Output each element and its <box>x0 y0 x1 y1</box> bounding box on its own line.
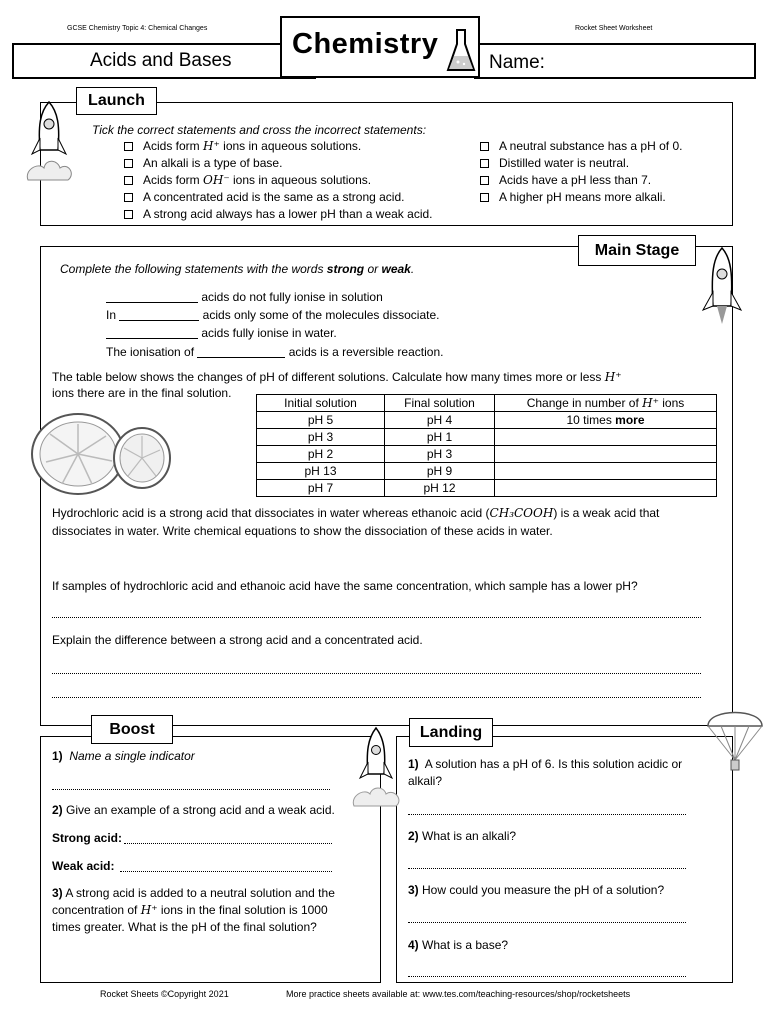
answer-cell[interactable] <box>495 463 717 480</box>
answer-line[interactable] <box>408 976 686 977</box>
landing-label: Landing <box>409 718 493 747</box>
column-header: Final solution <box>385 395 495 412</box>
boost-q2 <box>52 802 335 819</box>
question-text: Give an example of a strong acid and a weak acid. <box>66 803 335 817</box>
checkbox[interactable] <box>480 142 489 151</box>
landing-q3 <box>408 882 664 899</box>
statement-text: ions in aqueous solutions. <box>229 173 372 187</box>
statement-text: A strong acid always has a lower pH than a weak acid. <box>143 207 433 221</box>
launch-statement <box>124 206 433 223</box>
header-worksheet-type: Rocket Sheet Worksheet <box>575 25 653 32</box>
main-stage-label: Main Stage <box>578 235 696 266</box>
fill-in-statement <box>106 307 439 324</box>
rocket-icon <box>346 724 406 812</box>
question-text: concentration of <box>52 903 141 917</box>
table-row <box>257 412 717 429</box>
question-text: Name a single indicator <box>69 749 195 763</box>
checkbox[interactable] <box>480 176 489 185</box>
statement-text: In <box>106 308 120 322</box>
checkbox[interactable] <box>124 142 133 151</box>
checkbox[interactable] <box>124 159 133 168</box>
weak-acid-label: Weak acid: <box>52 859 115 873</box>
table-cell: pH 9 <box>385 463 495 480</box>
statement-text: Distilled water is neutral. <box>499 156 630 170</box>
table-header-row <box>257 395 717 412</box>
ph-change-table <box>256 394 717 497</box>
statement-text: acids do not fully ionise in solution <box>198 290 383 304</box>
table-cell: pH 7 <box>257 480 385 497</box>
math-ion: OH⁻ <box>203 173 230 187</box>
hcl-question <box>52 505 659 522</box>
column-header: Change in number of H⁺ ions <box>495 395 717 412</box>
checkbox[interactable] <box>480 159 489 168</box>
table-row <box>257 463 717 480</box>
math-ion: H⁺ <box>140 903 158 917</box>
subject-title: Chemistry <box>292 28 439 60</box>
name-label: Name: <box>489 52 545 73</box>
question-number: 2) <box>408 829 419 843</box>
table-row <box>257 429 717 446</box>
answer-blank[interactable] <box>106 327 198 339</box>
table-cell: pH 1 <box>385 429 495 446</box>
table-cell: pH 12 <box>385 480 495 497</box>
launch-statement <box>480 155 629 172</box>
answer-line[interactable] <box>408 814 686 815</box>
launch-statement <box>480 189 666 206</box>
question-text: What is an alkali? <box>422 829 517 843</box>
statement-text: A concentrated acid is the same as a strong acid. <box>143 190 405 204</box>
statement-text: ions in aqueous solutions. <box>219 139 362 153</box>
word-weak: weak <box>381 262 411 276</box>
column-header: Initial solution <box>257 395 385 412</box>
table-cell: pH 2 <box>257 446 385 463</box>
instruction-text: . <box>410 262 415 276</box>
table-row <box>257 480 717 497</box>
flask-icon <box>446 28 476 74</box>
landing-q1 <box>408 756 682 773</box>
statement-text: acids is a reversible reaction. <box>285 345 444 359</box>
checkbox[interactable] <box>124 193 133 202</box>
question-number: 3) <box>408 883 419 897</box>
launch-statement <box>124 138 361 155</box>
answer-cell[interactable] <box>495 480 717 497</box>
answer-blank[interactable] <box>197 346 285 358</box>
landing-q2 <box>408 828 516 845</box>
statement-text: An alkali is a type of base. <box>143 156 283 170</box>
word-strong: strong <box>326 262 365 276</box>
question-text: A strong acid is added to a neutral solution and the <box>65 886 335 900</box>
footer-more-link[interactable]: More practice sheets available at: www.tes.com/teaching-resources/shop/rocketsheets <box>286 989 631 999</box>
answer-line[interactable] <box>408 922 686 923</box>
launch-statement <box>480 138 682 155</box>
question-number: 1) <box>52 749 63 763</box>
boost-q3 <box>52 885 335 902</box>
table-cell: pH 4 <box>385 412 495 429</box>
answer-line[interactable] <box>52 617 701 618</box>
question-number: 2) <box>52 803 63 817</box>
launch-statement <box>124 189 404 206</box>
explain-question: Explain the difference between a strong acid and a concentrated acid. <box>52 633 423 647</box>
table-cell: pH 5 <box>257 412 385 429</box>
footer-copyright: Rocket Sheets ©Copyright 2021 <box>100 989 229 999</box>
checkbox[interactable] <box>124 210 133 219</box>
statement-text: acids only some of the molecules dissociate. <box>199 308 440 322</box>
question-text: What is a base? <box>422 938 509 952</box>
question-text: How could you measure the pH of a solution? <box>422 883 665 897</box>
strong-acid-answer[interactable] <box>124 843 332 844</box>
statement-text: Acids form <box>143 173 204 187</box>
boost-q1 <box>52 748 195 765</box>
page-title: Acids and Bases <box>90 50 232 71</box>
fill-in-statement <box>106 344 443 361</box>
launch-statement <box>124 172 371 189</box>
boost-q3-line2 <box>52 902 328 919</box>
fill-in-statement <box>106 325 337 342</box>
landing-q1-line2: alkali? <box>408 774 443 788</box>
statement-text: A higher pH means more alkali. <box>499 190 666 204</box>
answer-blank[interactable] <box>106 291 198 303</box>
rocket-icon <box>22 98 76 190</box>
table-row <box>257 446 717 463</box>
strong-acid-label: Strong acid: <box>52 831 123 845</box>
math-ion: H⁺ <box>604 370 622 384</box>
question-text: ) is a weak acid that <box>553 506 660 520</box>
boost-label: Boost <box>91 715 173 744</box>
checkbox[interactable] <box>480 193 489 202</box>
answer-cell[interactable] <box>495 446 717 463</box>
question-text: ions in the final solution is 1000 <box>157 903 328 917</box>
rocket-icon <box>697 244 747 340</box>
launch-statement <box>480 172 651 189</box>
question-number: 4) <box>408 938 419 952</box>
table-cell: pH 3 <box>385 446 495 463</box>
statement-text: acids fully ionise in water. <box>198 326 337 340</box>
intro-text: The table below shows the changes of pH of different solutions. Calculate how many times more or less <box>52 370 605 384</box>
statement-text: Acids form <box>143 139 204 153</box>
table-cell: pH 13 <box>257 463 385 480</box>
checkbox[interactable] <box>124 176 133 185</box>
statement-text: The ionisation of <box>106 345 198 359</box>
table-intro <box>52 369 622 386</box>
statement-text: Acids have a pH less than 7. <box>499 173 652 187</box>
table-cell: 10 times more <box>495 412 717 429</box>
hcl-question: dissociates in water. Write chemical equations to show the dissociation of these acids in water. <box>52 524 553 538</box>
answer-blank[interactable] <box>119 309 199 321</box>
boost-q3-line3: times greater. What is the pH of the final solution? <box>52 920 317 934</box>
table-intro: ions there are in the final solution. <box>52 386 232 400</box>
fill-in-statement <box>106 289 383 306</box>
landing-q4 <box>408 937 508 954</box>
question-text: A solution has a pH of 6. Is this solution acidic or <box>424 757 683 771</box>
math-formula: CH₃COOH <box>489 506 554 520</box>
answer-line[interactable] <box>52 789 330 790</box>
math-ion: H⁺ <box>203 139 220 153</box>
parachute-icon <box>704 700 766 774</box>
weak-acid-answer[interactable] <box>120 871 332 872</box>
statement-text: A neutral substance has a pH of 0. <box>499 139 683 153</box>
answer-cell[interactable] <box>495 429 717 446</box>
question-text: Hydrochloric acid is a strong acid that dissociates in water whereas ethanoic acid ( <box>52 506 490 520</box>
answer-line[interactable] <box>408 868 686 869</box>
header-topic: GCSE Chemistry Topic 4: Chemical Changes <box>67 25 208 32</box>
launch-label: Launch <box>76 87 157 115</box>
lower-ph-question: If samples of hydrochloric acid and ethanoic acid have the same concentration, which sample has a lower pH? <box>52 579 638 593</box>
instruction-text: Complete the following statements with the words <box>60 262 327 276</box>
lemon-image <box>26 406 176 498</box>
question-number: 1) <box>408 757 419 771</box>
question-number: 3) <box>52 886 63 900</box>
table-cell: pH 3 <box>257 429 385 446</box>
instruction-text: or <box>364 262 382 276</box>
main-instruction <box>60 261 414 278</box>
answer-line[interactable] <box>52 697 701 698</box>
launch-instruction: Tick the correct statements and cross the incorrect statements: <box>92 123 427 137</box>
launch-statement <box>124 155 282 172</box>
answer-line[interactable] <box>52 673 701 674</box>
